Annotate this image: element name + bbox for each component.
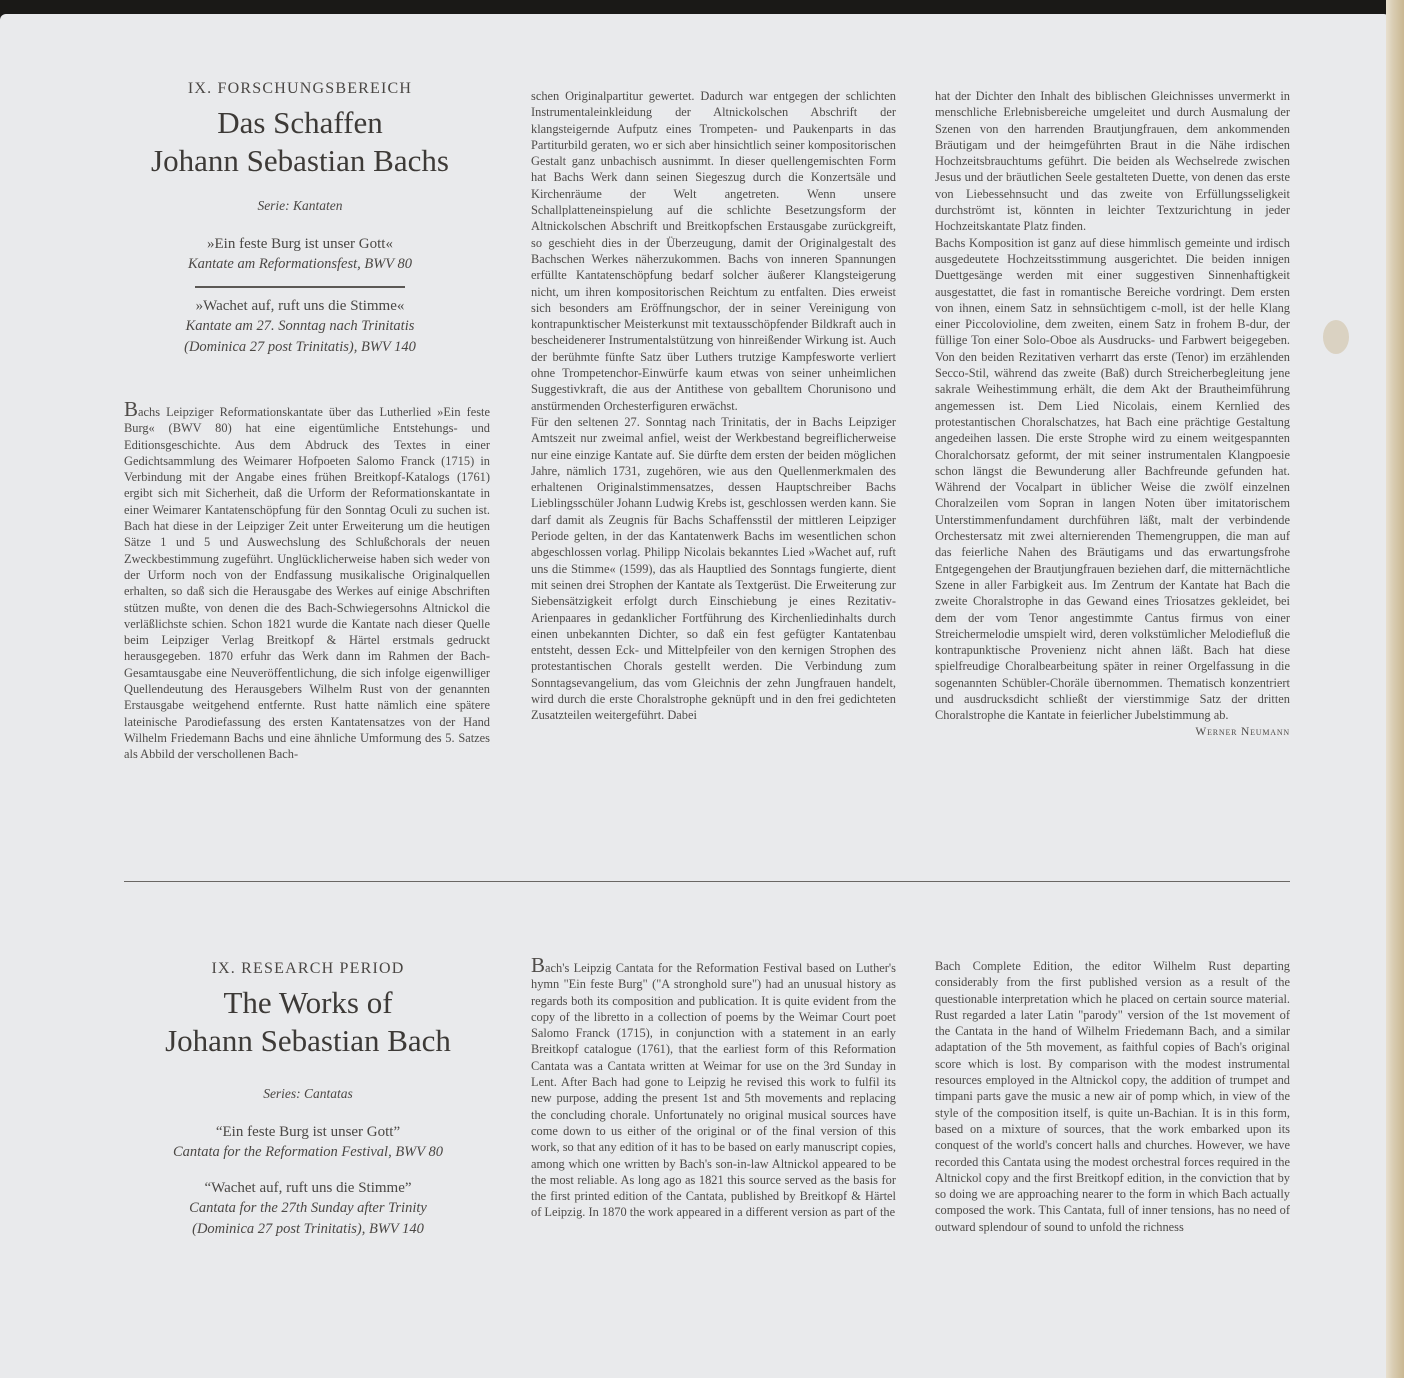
english-col2-text: ach's Leipzig Cantata for the Reformation Festival based on Luther's hymn "Ein feste Burg" ("A stronghold sure") had an unusual history as regards both its composition and publication. It is quite evident from the copy of the libretto in a collection of poems by the Weimar Court poet Salomo Franck (1715), in conjunction with a statement in an early Breitkopf catalogue (1761), that the earliest form of this Reformation Cantata was a Cantata written at Weimar for use on the 3rd Sunday in Lent. After Bach had gone to Leipzig he revised this work to fulfil its new purpose, adding the present 1st and 5th movements and replacing the concluding chorale. Unfortunately no original musical sources have come down to us either of the original or of the final version of this work, so that any edition of it has to be based on early manuscript copies, among which one written by Bach's son-in-law Altnickol appeared to be the most reliable. As long ago as 1821 this source served as the basis for the first printed edition of the Cantata, published by Breitkopf & Härtel of Leipzig. In 1870 the work appeared in a different version as part of the xyxy=(531,961,896,1220)
german-col3-para2 xyxy=(935,235,1290,738)
english-col3-text: Bach Complete Edition, the editor Wilhelm Rust departing considerably from the first published version as a result of the questionable interpretation which he placed on certain source material. Rust regarded a later Latin "parody" version of the 1st movement of the Cantata in the hand of Wilhelm Friedemann Bach, and a similar adaptation of the 5th movement, as faithful copies of Bach's original score which is lost. By comparison with the modest instrumental resources employed in the Altnickol copy, the addition of trumpet and timpani parts gave the music a new air of pomp which, in view of the style of the composition itself, is quite un-Bachian. It is in this form, based on a mixture of sources, that the work embarked upon its conquest of the world's concert halls and churches. However, we have recorded this Cantata using the modest orchestral forces required in the Altnickol copy and the first Breitkopf edition, in the conviction that by so doing we are approaching nearer to the form in which Bach actually composed the work. This Cantata, full of inner tensions, has no need of outward splendour of sound to unfold the richness xyxy=(935,959,1290,1234)
english-work1-title: “Ein feste Burg ist unser Gott” xyxy=(215,1124,401,1140)
sleeve-spine-edge xyxy=(1386,0,1404,1378)
german-header xyxy=(140,80,460,357)
paper-stain xyxy=(1323,320,1349,354)
section-divider xyxy=(124,881,1290,882)
english-title-line1: The Works of xyxy=(223,985,393,1020)
english-work2-sub2: (Dominica 27 post Trinitatis), BWV 140 xyxy=(192,1221,424,1237)
english-title-line2: Johann Sebastian Bach xyxy=(165,1023,451,1058)
german-work2-title: »Wachet auf, ruft uns die Stimme« xyxy=(195,298,405,314)
german-column-3 xyxy=(935,88,1290,740)
english-header-spacer xyxy=(203,1172,413,1174)
english-work2-sub1: Cantata for the 27th Sunday after Trinity xyxy=(189,1200,427,1216)
german-series: Serie: Kantaten xyxy=(257,198,343,213)
english-work1-sub: Cantata for the Reformation Festival, BWV 80 xyxy=(173,1144,443,1160)
german-col2-para1: schen Originalpartitur gewertet. Dadurch war entgegen der schlichten Instrumentaleinkleidung der Altnickolschen Abschrift der klangsteigernde Aufputz eines Trompeten- und Paukenparts in das Partiturbild geraten, wo er sich aber hinsichtlich seiner kompositorischen Gestalt ganz unbachisch ausnimmt. In dieser quellengemischten Form hat Bachs Werk dann seinen Siegeszug durch die Konzertsäle und Kirchenräume der Welt angetreten. Wenn unsere Schallplatteneinspielung auf die schlichte Besetzungsform der Altnickolschen Abschrift und Breitkopfschen Erstausgabe zurückgreift, so geschieht dies in der Überzeugung, damit der Originalgestalt des Bachschen Werkes näherzukommen. Bachs von inneren Spannungen erfüllte Kantatenschöpfung bedarf solcher äußerer Klangsteigerung nicht, um ihren kompositorischen Reichtum zu entfalten. Dies erweist sich besonders am Eröffnungschor, der in seiner Vereinigung von kontrapunktischer Meisterkunst mit textausschöpfender Bildkraft auch in bescheidenerer Instrumentalstützung von hinreißender Wirkung ist. Auch der berühmte fünfte Satz über Luthers trutzige Kampfesworte verliert ohne Trompetenchor-Einwürfe kaum etwas von seiner unheimlichen Suggestivkraft, die aus der Antithese von geballtem Chorunisono und anstürmenden Orchesterfiguren erwächst. xyxy=(531,89,896,413)
german-work2-sub1: Kantate am 27. Sonntag nach Trinitatis xyxy=(185,318,415,334)
author-signature: Werner Neumann xyxy=(1195,725,1290,738)
english-column-3 xyxy=(935,958,1290,1235)
german-title-line2: Johann Sebastian Bachs xyxy=(151,143,449,178)
german-col2-para2: Für den seltenen 27. Sonntag nach Trinitatis, der in Bachs Leipziger Amtszeit nur zweimal anfiel, weist der Werkbestand begreiflicherweise nur eine einzige Kantate auf. Sie dürfte dem ersten der beiden möglichen Jahre, nämlich 1731, zugehören, wie aus den Quellenmerkmalen des erhaltenen Originalstimmensatzes, dessen Hauptschreiber Bachs Lieblingsschüler Johann Ludwig Krebs ist, geschlossen werden kann. Sie darf damit als Zeugnis für Bachs Schaffensstil der mittleren Leipziger Periode gelten, in der das Kantatenwerk Bachs im wesentlichen schon abgeschlossen vorlag. Philipp Nicolais bekanntes Lied »Wachet auf, ruft uns die Stimme« (1599), das als Hauptlied des Sonntags fungierte, dient mit seinen drei Strophen der Kantate als Textgerüst. Die Erweiterung zur Siebensätzigkeit erfolgt durch Einschiebung je eines Rezitativ-Arienpaares in gedanklicher Fortführung des Kirchenliedinhalts durch einen unbekannten Dichter, so daß ein fest gefügter Kantatenbau entsteht, dessen Eck- und Mittelpfeiler von den kernigen Strophen des protestantischen Chorals gestellt werden. Die Verbindung zum Sonntagsevangelium, das vom Gleichnis der zehn Jungfrauen handelt, wird durch die erste Choralstrophe geknüpft und in den frei gedichteten Zusatzteilen weitergeführt. Dabei xyxy=(531,414,896,723)
english-work2-title: “Wachet auf, ruft uns die Stimme” xyxy=(204,1180,412,1196)
german-title xyxy=(140,104,460,180)
english-kicker: IX. RESEARCH PERIOD xyxy=(211,960,405,977)
german-header-rule xyxy=(195,286,405,288)
english-dropcap: B xyxy=(531,953,546,977)
german-work1-title: »Ein feste Burg ist unser Gott« xyxy=(207,236,393,252)
english-header xyxy=(140,960,476,1239)
german-column-2 xyxy=(531,88,896,724)
german-col1-text: achs Leipziger Reformationskantate über das Lutherlied »Ein feste Burg« (BWV 80) hat eine eigentümliche Entstehungs- und Editionsgeschichte. Aus dem Abdruck des Textes in einer Gedichtsammlung des Weimarer Hofpoeten Salomo Franck (1715) in Verbindung mit der Angabe eines frühen Breitkopf-Katalogs (1761) ergibt sich mit Sicherheit, daß die Urform der Reformationskantate in einer Weimarer Kantatenschöpfung für den Sonntag Oculi zu suchen ist. Bach hat diese in der Leipziger Zeit unter Erweiterung um die heutigen Sätze 1 und 5 und Auswechslung des Schlußchorals der neuen Zweckbestimmung zugeführt. Unglücklicherweise haben sich weder von der Urform noch von der Endfassung musikalische Originalquellen erhalten, so daß sich die Herausgabe des Werkes auf einige Abschriften stützen mußte, von denen die des Bach-Schwiegersohns Altnickol die verläßlichste schien. Schon 1821 wurde die Kantate nach dieser Quelle beim Leipziger Verlag Breitkopf & Härtel erstmals gedruckt herausgegeben. 1870 erfuhr das Werk dann im Rahmen der Bach-Gesamtausgabe eine Neuveröffentlichung, die sich infolge eigenwilliger Quellendeutung des Herausgebers Wilhelm Rust von der genannten Erstausgabe weitgehend entfernte. Rust hatte nämlich eine spätere lateinische Parodiefassung des ersten Kantatensatzes von der Hand Wilhelm Friedemann Bachs und eine ähnliche Umformung des 5. Satzes als Abbild der verschollenen Bach- xyxy=(124,405,490,762)
german-col3-para1: hat der Dichter den Inhalt des biblischen Gleichnisses unvermerkt in menschliche Erlebnisbereiche umgeleitet und durch Ausmalung der Szenen von den harrenden Brautjungfrauen, dem ankommenden Bräutigam und der heimgeführten Braut in die Nähe irdischen Hochzeitsbrauchtums geführt. Die beiden als Wechselrede zwischen Jesus und der bräutlichen Seele gestalteten Duette, von denen das erste von Liebessehnsucht und das zweite von Erfüllungsseligkeit durchströmt ist, könnten in leichter Textzurichtung in jeder Hochzeitskantate Platz finden. xyxy=(935,89,1290,234)
german-kicker: IX. FORSCHUNGSBEREICH xyxy=(187,80,413,97)
german-column-1 xyxy=(124,397,490,763)
record-sleeve-page xyxy=(0,14,1388,1378)
german-work2-sub2: (Dominica 27 post Trinitatis), BWV 140 xyxy=(184,339,416,355)
english-series: Series: Cantatas xyxy=(263,1086,353,1101)
german-work1-sub: Kantate am Reformationsfest, BWV 80 xyxy=(187,256,413,272)
german-title-line1: Das Schaffen xyxy=(217,105,383,140)
german-col3-para2-text: Bachs Komposition ist ganz auf diese himmlisch gemeinte und irdisch ausgedeutete Hochzeitsstimmung ausgerichtet. Die beiden innigen Duettgesänge werden mit einer suggestiven Sinnenhaftigkeit ausgestattet, die fast in romantische Bereiche vordringt. Dem ersten von ihnen, einem Satz in sehnsüchtigem c-moll, ist der helle Klang einer Piccolovioline, dem zweiten, einem Satz in frohem B-dur, der füllige Ton einer Solo-Oboe als Ausdrucks- und Farbwert beigegeben. Von den beiden Rezitativen verharrt das erste (Tenor) im erzählenden Secco-Stil, während das zweite (Baß) durch Streicherbegleitung jene sakrale Weihestimmung erhält, die dem Akt der Brautheimführung angemessen ist. Dem Lied Nicolais, einem Kernlied des protestantischen Choralschatzes, hat Bach eine prächtige Gestaltung angedeihen lassen. Die erste Strophe wird zu einem weitgespannten Choralchorsatz geformt, der mit seiner instrumentalen Klangpoesie schon längst die Bewunderung aller Bachfreunde gefunden hat. Während der Vocalpart in üblicher Weise die zwölf einzelnen Choralzeilen vom Sopran in langen Noten über imitatorischem Unterstimmenfundament durchführen läßt, malt der verbindende Orchestersatz mit zwei alternierenden Themengruppen, die man auf das feierliche Nahen des Bräutigams und das erwartungsfrohe Entgegengehen der Brautjungfrauen beziehen darf, die mitternächtliche Szene in aller Farbigkeit aus. Im Zentrum der Kantate hat Bach die zweite Choralstrophe in das Gewand eines Triosatzes gekleidet, bei dem der vom Tenor angestimmte Cantus firmus von einer Streichermelodie umspielt wird, deren volkstümlicher Melodiefluß die kontrapunktische Provenienz nicht ahnen läßt. Bach hat diese spielfreudige Choralbearbeitung später in reiner Orgelfassung in die sogenannten Schübler-Choräle übernommen. Thematisch konzentriert und ausdrucksdicht schließt der vierstimmige Satz der dritten Choralstrophe die Kantate in feierlicher Jubelstimmung ab. xyxy=(935,235,1290,723)
english-title xyxy=(140,984,476,1060)
english-column-2 xyxy=(531,953,896,1221)
german-dropcap: B xyxy=(124,397,139,421)
